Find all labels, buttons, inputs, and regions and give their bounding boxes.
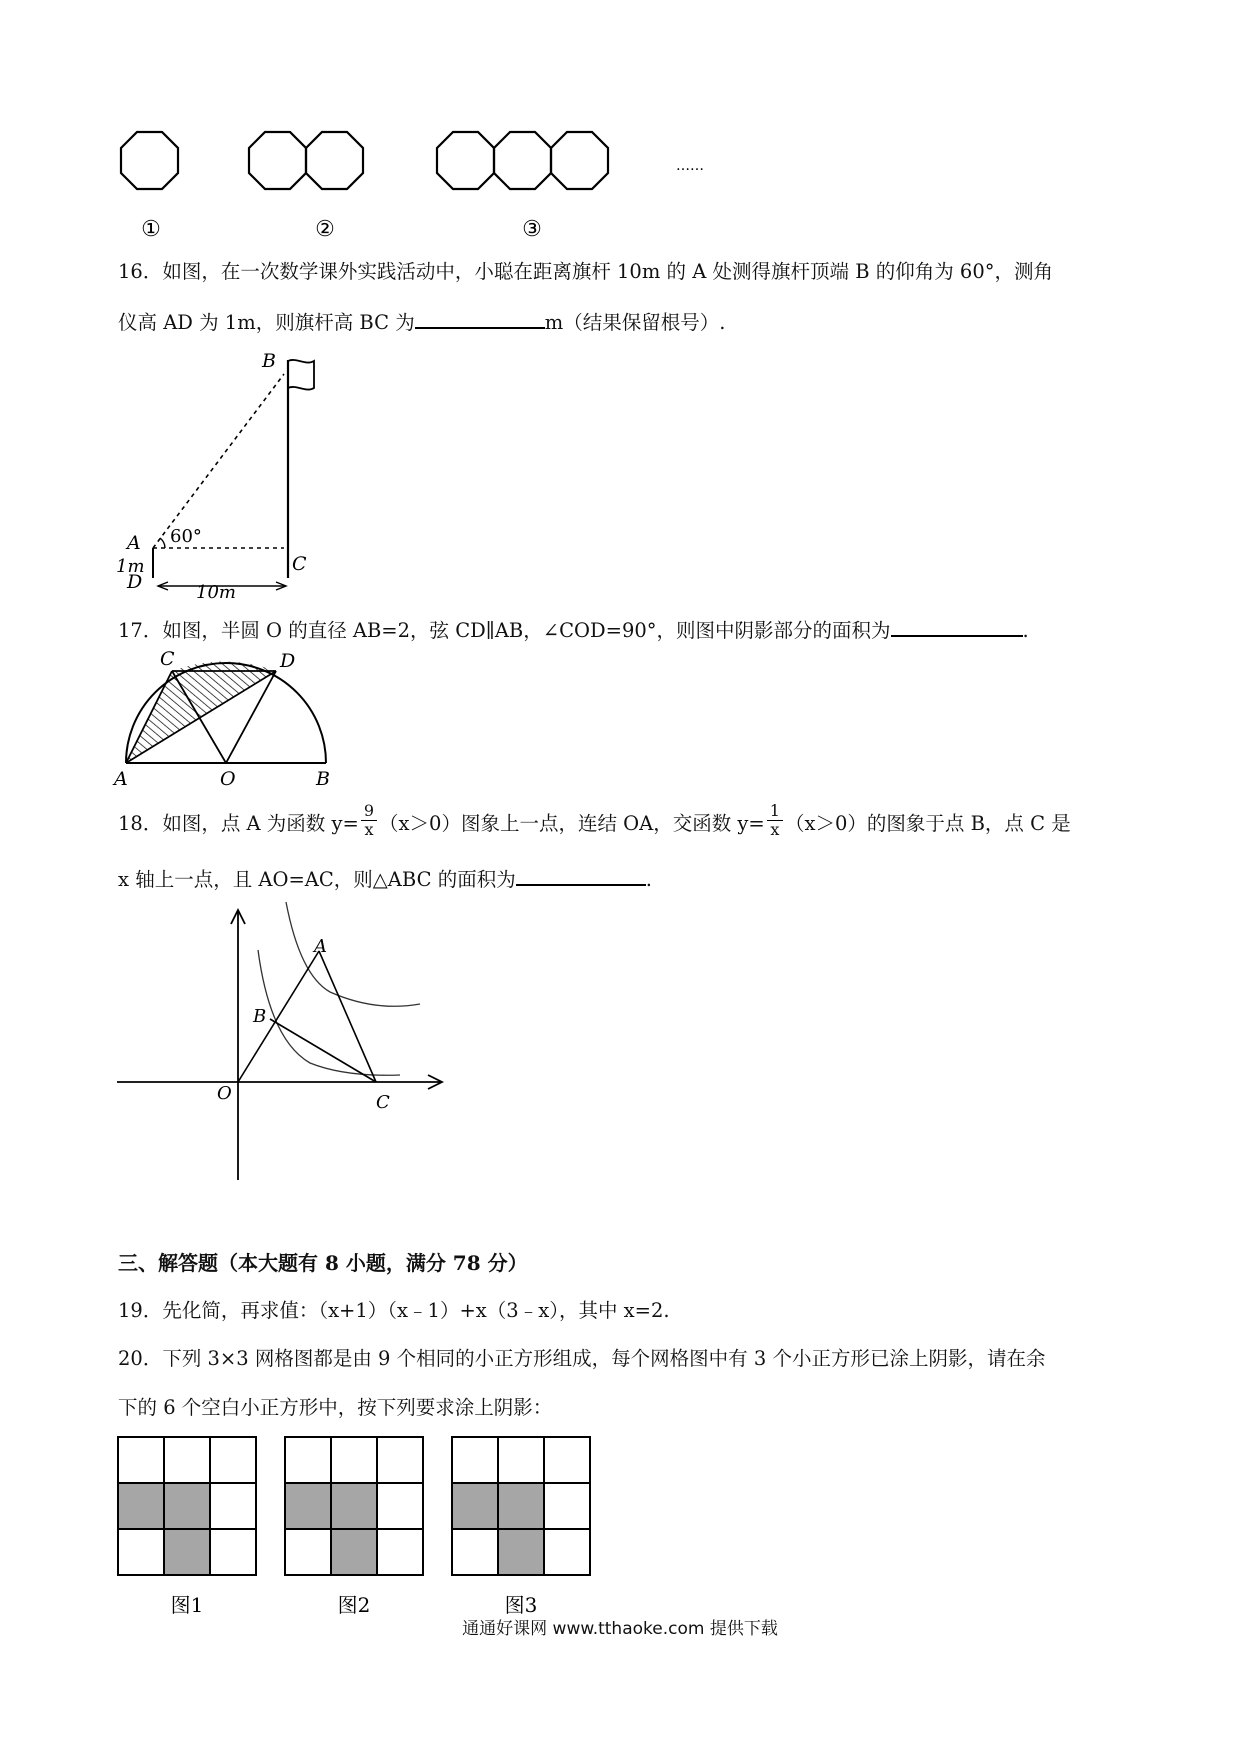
grid-cell-empty[interactable] (164, 1437, 210, 1483)
grid-label: 图1 (170, 1593, 204, 1617)
figure-label-1: ① (141, 217, 161, 242)
q20-line1: 20．下列 3×3 网格图都是由 9 个相同的小正方形组成，每个网格图中有 3 个小正方形已涂上阴影，请在余 (118, 1347, 1046, 1370)
numerator: 1 (767, 802, 783, 821)
label-B: B (253, 1006, 267, 1027)
label-A: A (114, 768, 128, 790)
label-B: B (316, 768, 330, 790)
ellipsis: …… (676, 158, 704, 174)
grid-cell-empty[interactable] (377, 1437, 423, 1483)
grid-cell-shaded (164, 1529, 210, 1575)
q16-line1: 16．如图，在一次数学课外实践活动中，小聪在距离旗杆 10m 的 A 处测得旗杆顶端 B 的仰角为 60°，测角 (118, 260, 1053, 283)
grid-cell-empty[interactable] (452, 1529, 498, 1575)
denominator: x (770, 820, 780, 839)
label-D: D (127, 571, 143, 593)
footer-text: 通通好课网 www.tthaoke.com 提供下载 (462, 1619, 778, 1639)
grid-cell-shaded (164, 1483, 210, 1529)
grid-3 (452, 1437, 590, 1617)
grid-cell-empty[interactable] (498, 1437, 544, 1483)
grid-cell-empty[interactable] (544, 1483, 590, 1529)
grid-2 (285, 1437, 423, 1617)
grid-cell-empty[interactable] (544, 1529, 590, 1575)
q18-text-c: （x＞0）的图象于点 B，点 C 是 (784, 812, 1071, 835)
grid-cell-empty[interactable] (452, 1437, 498, 1483)
figure-label-3: ③ (522, 217, 542, 242)
label-1m: 1m (116, 556, 145, 577)
grid-cell-shaded (331, 1529, 377, 1575)
label-C: C (292, 553, 307, 575)
label-A: A (314, 936, 327, 957)
q20-line2: 下的 6 个空白小正方形中，按下列要求涂上阴影： (118, 1396, 553, 1419)
grid-cell-empty[interactable] (210, 1483, 256, 1529)
label-O: O (220, 768, 236, 790)
grid-label: 图2 (337, 1593, 371, 1617)
label-D: D (280, 650, 296, 672)
grid-cell-empty[interactable] (210, 1437, 256, 1483)
label-A: A (127, 532, 141, 554)
denominator: x (364, 820, 374, 839)
grid-cell-empty[interactable] (118, 1437, 164, 1483)
section-title: 三、解答题（本大题有 8 小题，满分 78 分） (118, 1251, 528, 1275)
label-C: C (160, 648, 175, 670)
grid-cell-empty[interactable] (331, 1437, 377, 1483)
q18-text-after: . (645, 868, 652, 891)
numerator: 9 (361, 802, 377, 821)
q19-text: 19．先化简，再求值：（x+1）（x﹣1）+x（3﹣x），其中 x=2. (118, 1299, 670, 1322)
grid-cell-shaded (118, 1483, 164, 1529)
figure-label-2: ② (315, 217, 335, 242)
q18-text-before: x 轴上一点，且 AO=AC，则△ABC 的面积为 (118, 868, 516, 891)
grid-cell-empty[interactable] (210, 1529, 256, 1575)
label-10m: 10m (196, 582, 236, 603)
grid-cell-shaded (285, 1483, 331, 1529)
q18-text-a: 18．如图，点 A 为函数 y= (118, 812, 359, 835)
q16-text-after: m（结果保留根号）. (544, 311, 726, 334)
q18-text-b: （x＞0）图象上一点，连结 OA，交函数 y= (379, 812, 765, 835)
grid-cell-shaded (498, 1529, 544, 1575)
q17-text-after: . (1022, 619, 1029, 642)
label-O: O (217, 1083, 232, 1104)
grid-cell-shaded (452, 1483, 498, 1529)
grid-cell-shaded (331, 1483, 377, 1529)
grid-cell-empty[interactable] (544, 1437, 590, 1483)
grid-cell-shaded (498, 1483, 544, 1529)
grid-label: 图3 (504, 1593, 538, 1617)
label-60deg: 60° (170, 526, 202, 547)
grid-1 (118, 1437, 256, 1617)
grid-cell-empty[interactable] (285, 1437, 331, 1483)
label-B: B (262, 350, 276, 372)
grid-cell-empty[interactable] (377, 1529, 423, 1575)
grid-cell-empty[interactable] (118, 1529, 164, 1575)
grid-cell-empty[interactable] (285, 1529, 331, 1575)
q16-text: 仪高 AD 为 1m，则旗杆高 BC 为 (118, 311, 415, 334)
grid-cell-empty[interactable] (377, 1483, 423, 1529)
label-C: C (376, 1092, 390, 1113)
q17-text: 17．如图，半圆 O 的直径 AB=2，弦 CD∥AB，∠COD=90°，则图中阴影部分的面积为 (118, 619, 891, 642)
